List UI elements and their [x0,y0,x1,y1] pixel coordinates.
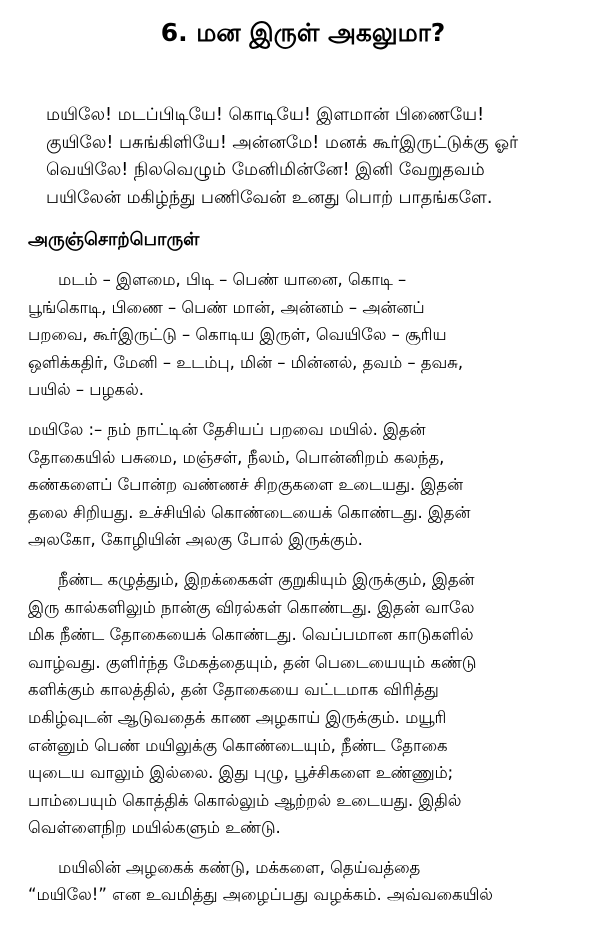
text-line: “மயிலே!” என உவமித்து அழைப்பது வழக்கம். அவ்வகையில் [28,885,493,905]
text-line: நீண்ட கழுத்தும், இறக்கைகள் குறுகியும் இருக்கும், இதன் [58,569,475,589]
text-line: என்னும் பெண் மயிலுக்கு கொண்டையும், நீண்ட தோகை [28,735,448,755]
text-line: மயிலின் அழகைக் கண்டு, மக்களை, தெய்வத்தை [58,857,421,877]
text-line: மிக நீண்ட தோகையைக் கொண்டது. வெப்பமான காடுகளில் [28,625,474,645]
poem-line: பயிலேன் மகிழ்ந்து பணிவேன் உனது பொற் பாதங்களே. [46,187,493,208]
text-line: பயில் – பழகல். [28,380,144,400]
text-line: யுடைய வாலும் இல்லை. இது புழு, பூச்சிகளை உண்ணும்; [28,763,454,783]
text-line: வாழ்வது. குளிர்ந்த மேகத்தையும், தன் பெடையையும் கண்டு [28,652,477,672]
mayile-paragraph [28,416,578,554]
text-line: தோகையில் பசுமை, மஞ்சள், நீலம், பொன்னிறம் கலந்த, [28,447,445,467]
text-line: பூங்கொடி, பிணை – பெண் மான், அன்னம் – அன்னப் [28,297,425,317]
text-line: கண்களைப் போன்ற வண்ணச் சிறகுகளை உடையது. இதன் [28,475,463,495]
text-line: களிக்கும் காலத்தில், தன் தோகையை வட்டமாக விரித்து [28,680,439,700]
page-title: 6. மன இருள் அகலுமா? [160,18,446,47]
text-line: ஒளிக்கதிர், மேனி – உடம்பு, மின் – மின்னல், தவம் – தவசு, [28,352,464,372]
text-line: வெள்ளைநிற மயில்களும் உண்டு. [28,818,281,838]
text-line: மயிலே :– நம் நாட்டின் தேசியப் பறவை மயில். இதன் [28,419,426,439]
poem-line: வெயிலே! நிலவெழும் மேனிமின்னே! இனி வேறுதவம் [46,160,485,180]
poem-line: குயிலே! பசுங்கிளியே! அன்னமே! மனக் கூர்இருட்டுக்கு ஓர் [46,132,519,153]
text-line: பறவை, கூர்இருட்டு – கொடிய இருள், வெயிலே – சூரிய [28,325,447,345]
text-line: தலை சிறியது. உச்சியில் கொண்டையைக் கொண்டது. இதன் [28,502,471,522]
text-line: பாம்பையும் கொத்திக் கொல்லும் ஆற்றல் உடையது. இதில் [28,790,462,810]
text-line: இரு கால்களிலும் நான்கு விரல்கள் கொண்டது. இதன் வாலே [28,597,475,617]
poem-verse [28,102,578,212]
closing-paragraph [28,854,578,909]
text-line: மகிழ்வுடன் ஆடுவதைக் காண அழகாய் இருக்கும். மயூரி [28,707,447,727]
glossary-paragraph [28,266,578,404]
text-line: மடம் – இளமை, பிடி – பெண் யானை, கொடி – [58,270,407,289]
glossary-heading: அருஞ்சொற்பொருள் [28,229,200,250]
text-line: அலகோ, கோழியின் அலகு போல் இருக்கும். [28,530,363,550]
description-paragraph [28,566,578,842]
poem-line: மயிலே! மடப்பிடியே! கொடியே! இளமான் பிணையே! [46,105,485,125]
